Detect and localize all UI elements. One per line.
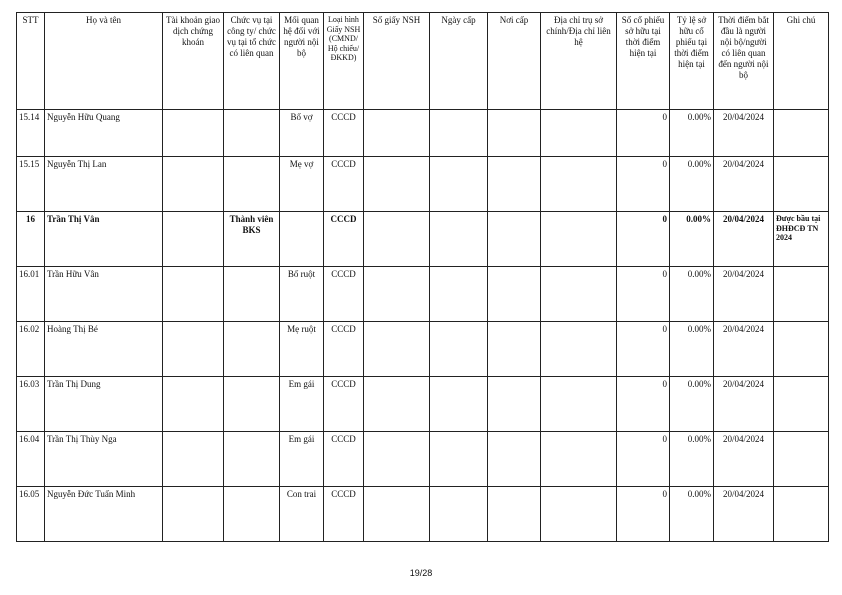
cell-position bbox=[224, 110, 280, 157]
cell-doc-type: CCCD bbox=[324, 377, 364, 432]
table-row bbox=[17, 487, 829, 542]
cell-issue-date bbox=[430, 212, 488, 267]
cell-name: Nguyễn Hữu Quang bbox=[45, 110, 163, 157]
table-row bbox=[17, 157, 829, 212]
cell-name: Nguyễn Thị Lan bbox=[45, 157, 163, 212]
cell-ratio: 0.00% bbox=[670, 212, 714, 267]
cell-doc-no bbox=[364, 432, 430, 487]
cell-shares: 0 bbox=[617, 432, 670, 487]
cell-issue-place bbox=[488, 157, 541, 212]
cell-doc-type: CCCD bbox=[324, 432, 364, 487]
cell-start: 20/04/2024 bbox=[714, 487, 774, 542]
cell-doc-no bbox=[364, 322, 430, 377]
cell-note bbox=[774, 267, 829, 322]
insider-table bbox=[16, 12, 829, 542]
cell-position bbox=[224, 157, 280, 212]
cell-shares: 0 bbox=[617, 487, 670, 542]
cell-ratio: 0.00% bbox=[670, 157, 714, 212]
cell-start: 20/04/2024 bbox=[714, 432, 774, 487]
cell-note bbox=[774, 322, 829, 377]
header-name: Họ và tên bbox=[45, 13, 163, 110]
cell-relation: Mẹ ruột bbox=[280, 322, 324, 377]
cell-account bbox=[163, 157, 224, 212]
cell-address bbox=[541, 322, 617, 377]
cell-account bbox=[163, 212, 224, 267]
header-shares: Số cổ phiếu sở hữu tại thời điểm hiện tại bbox=[617, 13, 670, 110]
cell-stt: 16.04 bbox=[17, 432, 45, 487]
cell-issue-date bbox=[430, 487, 488, 542]
table-row bbox=[17, 267, 829, 322]
cell-ratio: 0.00% bbox=[670, 487, 714, 542]
cell-start: 20/04/2024 bbox=[714, 157, 774, 212]
cell-doc-type: CCCD bbox=[324, 212, 364, 267]
cell-address bbox=[541, 487, 617, 542]
cell-shares: 0 bbox=[617, 322, 670, 377]
cell-shares: 0 bbox=[617, 267, 670, 322]
cell-issue-date bbox=[430, 157, 488, 212]
cell-shares: 0 bbox=[617, 377, 670, 432]
cell-issue-date bbox=[430, 432, 488, 487]
cell-address bbox=[541, 212, 617, 267]
cell-name: Hoàng Thị Bé bbox=[45, 322, 163, 377]
cell-doc-type: CCCD bbox=[324, 487, 364, 542]
cell-stt: 16.05 bbox=[17, 487, 45, 542]
cell-address bbox=[541, 377, 617, 432]
table-row bbox=[17, 110, 829, 157]
cell-doc-no bbox=[364, 267, 430, 322]
cell-name: Trần Thị Thùy Nga bbox=[45, 432, 163, 487]
cell-relation: Em gái bbox=[280, 432, 324, 487]
cell-note bbox=[774, 110, 829, 157]
cell-doc-no bbox=[364, 212, 430, 267]
cell-ratio: 0.00% bbox=[670, 110, 714, 157]
header-relation: Mối quan hệ đối với người nội bộ bbox=[280, 13, 324, 110]
table-row bbox=[17, 212, 829, 267]
cell-ratio: 0.00% bbox=[670, 432, 714, 487]
header-stt: STT bbox=[17, 13, 45, 110]
cell-stt: 16.03 bbox=[17, 377, 45, 432]
cell-doc-type: CCCD bbox=[324, 110, 364, 157]
cell-address bbox=[541, 267, 617, 322]
cell-relation: Mẹ vợ bbox=[280, 157, 324, 212]
header-position: Chức vụ tại công ty/ chức vụ tại tổ chức có liên quan bbox=[224, 13, 280, 110]
cell-issue-date bbox=[430, 267, 488, 322]
header-address: Địa chỉ trụ sở chính/Địa chỉ liên hệ bbox=[541, 13, 617, 110]
header-doc-type: Loại hình Giấy NSH (CMND/ Hộ chiếu/ ĐKKD) bbox=[324, 13, 364, 110]
cell-shares: 0 bbox=[617, 212, 670, 267]
cell-note bbox=[774, 487, 829, 542]
cell-name: Nguyễn Đức Tuấn Minh bbox=[45, 487, 163, 542]
header-note: Ghi chú bbox=[774, 13, 829, 110]
cell-issue-place bbox=[488, 267, 541, 322]
cell-issue-date bbox=[430, 322, 488, 377]
cell-stt: 15.14 bbox=[17, 110, 45, 157]
cell-relation bbox=[280, 212, 324, 267]
table-row bbox=[17, 432, 829, 487]
cell-name: Trần Thị Vân bbox=[45, 212, 163, 267]
cell-address bbox=[541, 110, 617, 157]
cell-account bbox=[163, 432, 224, 487]
header-doc-no: Số giấy NSH bbox=[364, 13, 430, 110]
cell-doc-no bbox=[364, 377, 430, 432]
cell-account bbox=[163, 377, 224, 432]
cell-position bbox=[224, 267, 280, 322]
header-start: Thời điểm bắt đầu là người nội bộ/người có liên quan đến người nội bộ bbox=[714, 13, 774, 110]
cell-name: Trần Thị Dung bbox=[45, 377, 163, 432]
cell-account bbox=[163, 267, 224, 322]
cell-note bbox=[774, 157, 829, 212]
cell-relation: Em gái bbox=[280, 377, 324, 432]
table-row bbox=[17, 377, 829, 432]
cell-address bbox=[541, 432, 617, 487]
cell-doc-type: CCCD bbox=[324, 267, 364, 322]
header-account: Tài khoản giao dịch chứng khoán bbox=[163, 13, 224, 110]
cell-account bbox=[163, 322, 224, 377]
cell-note bbox=[774, 377, 829, 432]
cell-account bbox=[163, 487, 224, 542]
cell-address bbox=[541, 157, 617, 212]
header-issue-place: Nơi cấp bbox=[488, 13, 541, 110]
header-issue-date: Ngày cấp bbox=[430, 13, 488, 110]
cell-issue-place bbox=[488, 377, 541, 432]
cell-issue-place bbox=[488, 322, 541, 377]
cell-account bbox=[163, 110, 224, 157]
cell-doc-type: CCCD bbox=[324, 322, 364, 377]
cell-position: Thành viên BKS bbox=[224, 212, 280, 267]
cell-relation: Bố ruột bbox=[280, 267, 324, 322]
cell-doc-type: CCCD bbox=[324, 157, 364, 212]
cell-start: 20/04/2024 bbox=[714, 322, 774, 377]
cell-doc-no bbox=[364, 157, 430, 212]
header-ratio: Tỷ lệ sở hữu cổ phiếu tại thời điểm hiện tại bbox=[670, 13, 714, 110]
cell-position bbox=[224, 432, 280, 487]
cell-start: 20/04/2024 bbox=[714, 267, 774, 322]
cell-issue-place bbox=[488, 212, 541, 267]
cell-position bbox=[224, 487, 280, 542]
cell-stt: 15.15 bbox=[17, 157, 45, 212]
cell-stt: 16 bbox=[17, 212, 45, 267]
cell-stt: 16.01 bbox=[17, 267, 45, 322]
cell-stt: 16.02 bbox=[17, 322, 45, 377]
cell-doc-no bbox=[364, 487, 430, 542]
cell-relation: Bố vợ bbox=[280, 110, 324, 157]
table-row bbox=[17, 322, 829, 377]
cell-shares: 0 bbox=[617, 157, 670, 212]
cell-ratio: 0.00% bbox=[670, 267, 714, 322]
cell-note: Được bầu tại ĐHĐCĐ TN 2024 bbox=[774, 212, 829, 267]
header-row bbox=[17, 13, 829, 110]
cell-issue-place bbox=[488, 487, 541, 542]
cell-position bbox=[224, 377, 280, 432]
cell-note bbox=[774, 432, 829, 487]
cell-issue-place bbox=[488, 110, 541, 157]
page-number: 19/28 bbox=[409, 568, 433, 578]
cell-issue-place bbox=[488, 432, 541, 487]
cell-issue-date bbox=[430, 110, 488, 157]
cell-ratio: 0.00% bbox=[670, 377, 714, 432]
cell-shares: 0 bbox=[617, 110, 670, 157]
cell-start: 20/04/2024 bbox=[714, 110, 774, 157]
cell-name: Trần Hữu Vân bbox=[45, 267, 163, 322]
cell-start: 20/04/2024 bbox=[714, 212, 774, 267]
cell-issue-date bbox=[430, 377, 488, 432]
cell-doc-no bbox=[364, 110, 430, 157]
cell-ratio: 0.00% bbox=[670, 322, 714, 377]
cell-position bbox=[224, 322, 280, 377]
cell-relation: Con trai bbox=[280, 487, 324, 542]
cell-start: 20/04/2024 bbox=[714, 377, 774, 432]
